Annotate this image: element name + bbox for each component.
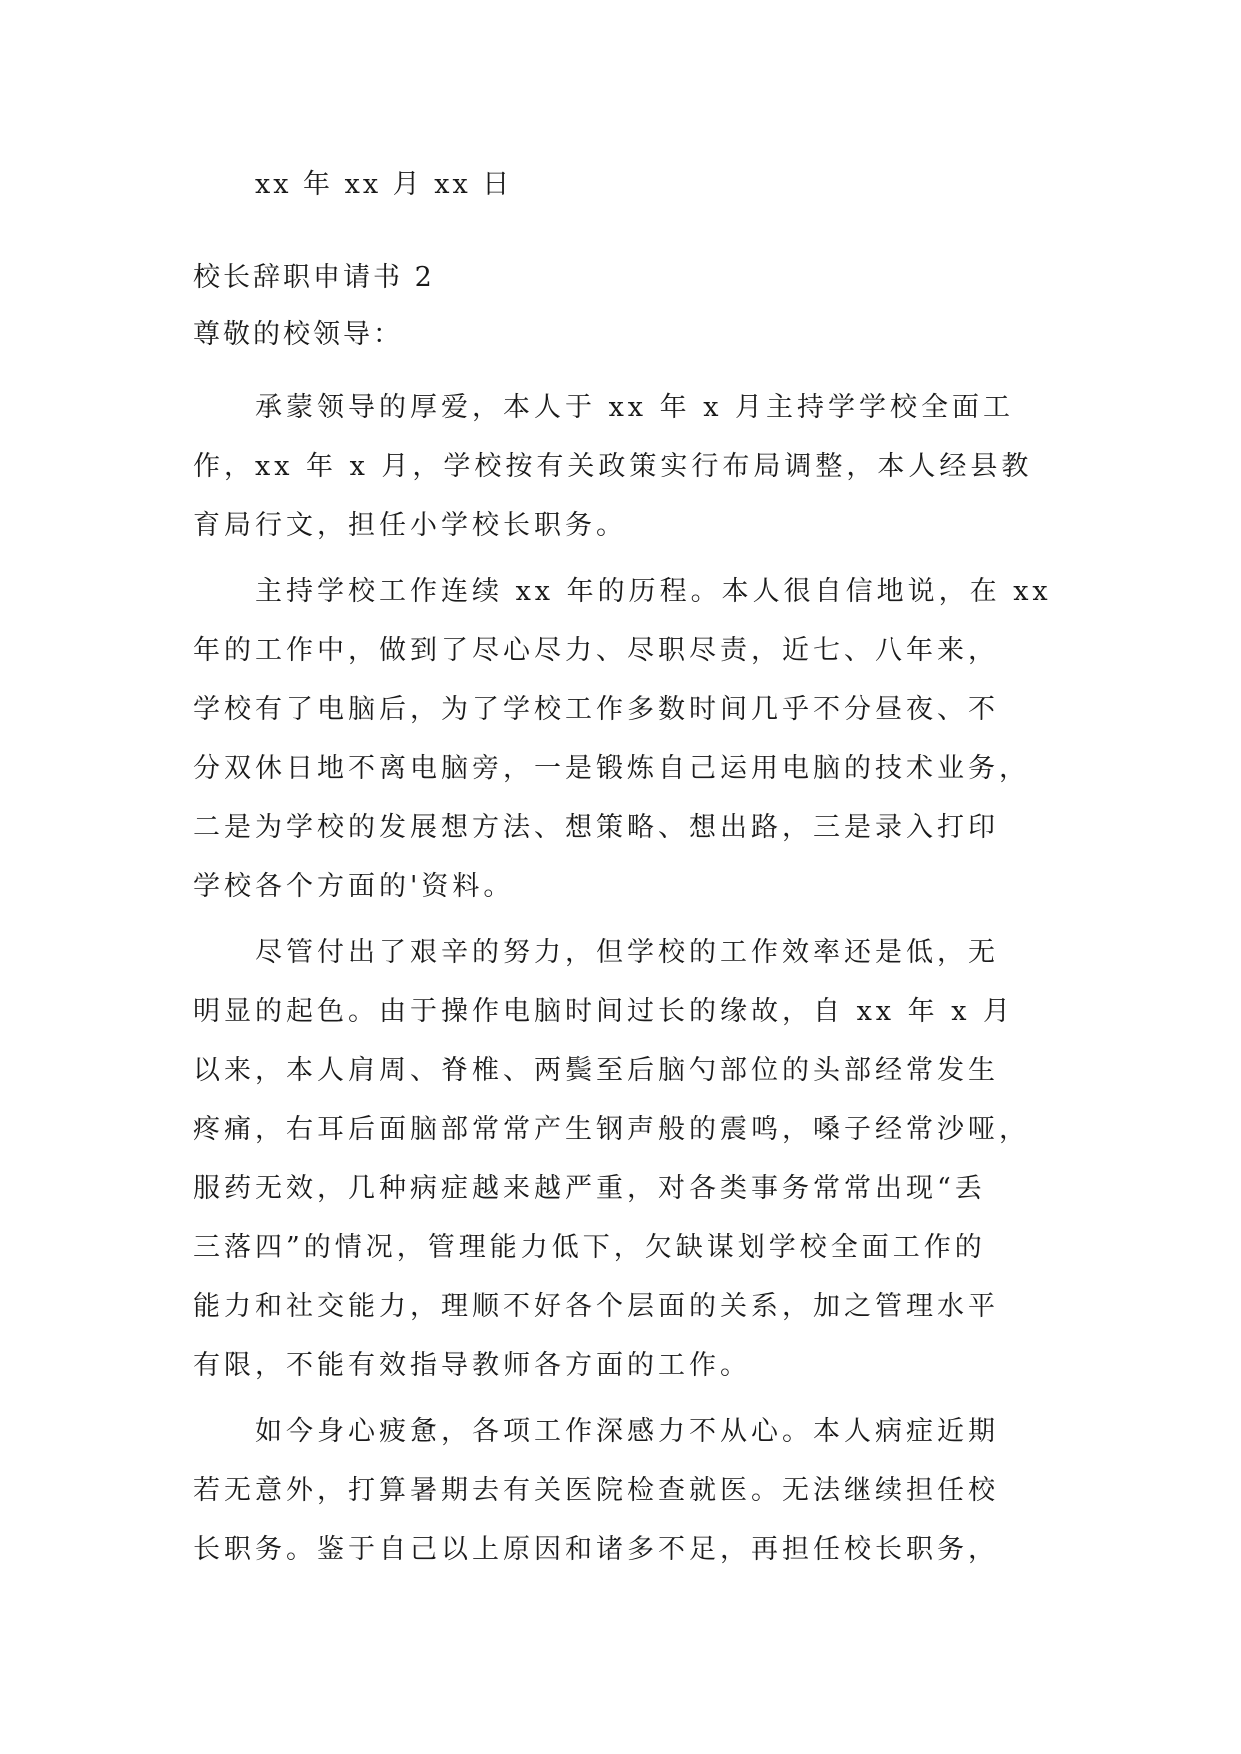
paragraph-3 xyxy=(193,923,1058,1395)
salutation: 尊敬的校领导： xyxy=(193,319,403,350)
text-line: 作，xx 年 x 月，学校按有关政策实行布局调整，本人经县教 xyxy=(193,451,1033,482)
text-line: 明显的起色。由于操作电脑时间过长的缘故，自 xx 年 x 月 xyxy=(193,996,1015,1027)
text-line: 疼痛，右耳后面脑部常常产生钢声般的震鸣，嗓子经常沙哑， xyxy=(193,1114,1030,1145)
text-line: 以来，本人肩周、脊椎、两鬓至后脑勺部位的头部经常发生 xyxy=(193,1055,999,1086)
text-line: 分双休日地不离电脑旁，一是锻炼自己运用电脑的技术业务， xyxy=(193,753,1030,784)
document-title: 校长辞职申请书 2 xyxy=(193,262,435,293)
letter-body xyxy=(193,378,1058,1579)
text-line: 承蒙领导的厚爱，本人于 xx 年 x 月主持学学校全面工 xyxy=(255,392,1015,423)
text-line: 主持学校工作连续 xx 年的历程。本人很自信地说，在 xx xyxy=(255,576,1052,607)
paragraph-2 xyxy=(193,562,1058,916)
paragraph-1 xyxy=(193,378,1058,555)
text-line: 有限，不能有效指导教师各方面的工作。 xyxy=(193,1350,751,1381)
text-line: 如今身心疲惫，各项工作深感力不从心。本人病症近期 xyxy=(255,1416,999,1447)
text-line: 长职务。鉴于自己以上原因和诸多不足，再担任校长职务， xyxy=(193,1534,999,1565)
text-line: 若无意外，打算暑期去有关医院检查就医。无法继续担任校 xyxy=(193,1475,999,1506)
text-line: 育局行文，担任小学校长职务。 xyxy=(193,510,627,541)
text-line: 学校各个方面的'资料。 xyxy=(193,871,515,902)
paragraph-4 xyxy=(193,1402,1058,1579)
date-line: xx 年 xx 月 xx 日 xyxy=(255,169,513,200)
text-line: 三落四”的情况，管理能力低下，欠缺谋划学校全面工作的 xyxy=(193,1232,986,1263)
text-line: 服药无效，几种病症越来越严重，对各类事务常常出现“丢 xyxy=(193,1173,986,1204)
text-line: 学校有了电脑后，为了学校工作多数时间几乎不分昼夜、不 xyxy=(193,694,999,725)
text-line: 能力和社交能力，理顺不好各个层面的关系，加之管理水平 xyxy=(193,1291,999,1322)
text-line: 二是为学校的发展想方法、想策略、想出路，三是录入打印 xyxy=(193,812,999,843)
text-line: 年的工作中，做到了尽心尽力、尽职尽责，近七、八年来， xyxy=(193,635,999,666)
text-line: 尽管付出了艰辛的努力，但学校的工作效率还是低，无 xyxy=(255,937,999,968)
